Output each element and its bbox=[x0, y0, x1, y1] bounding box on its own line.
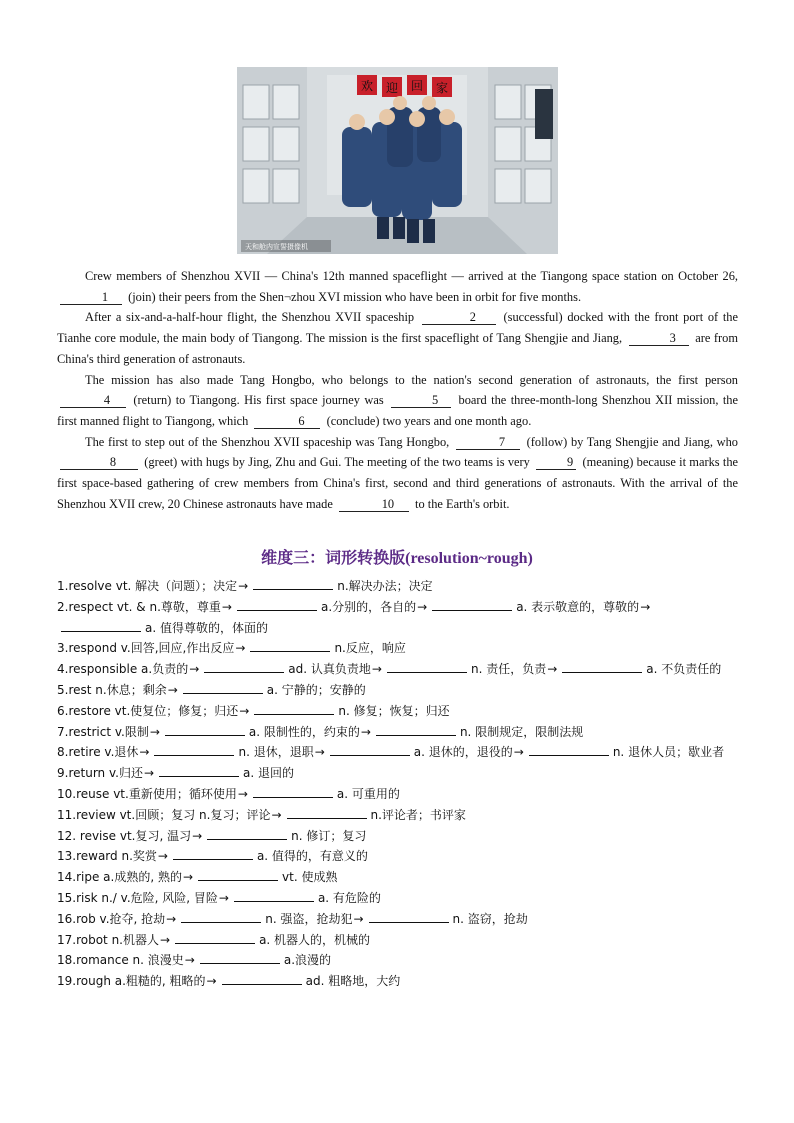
vocab-item bbox=[57, 971, 738, 992]
vocab-derived-form: a. 值得的，有意义的 bbox=[256, 849, 368, 864]
section-title bbox=[0, 545, 794, 568]
answer-blank-9[interactable]: 9 bbox=[536, 455, 576, 470]
arrow-icon: → bbox=[149, 724, 160, 739]
vocab-headword: 11.review vt.回顾；复习 n.复习；评论 bbox=[57, 807, 271, 822]
answer-line[interactable] bbox=[159, 764, 239, 777]
vocab-item bbox=[57, 763, 738, 784]
answer-line[interactable] bbox=[237, 598, 317, 611]
answer-blank-10[interactable]: 10 bbox=[339, 497, 409, 512]
answer-line[interactable] bbox=[198, 868, 278, 881]
vocab-headword: 9.return v.归还 bbox=[57, 766, 143, 781]
vocab-derived-form: a. 退休的，退役的 bbox=[413, 745, 513, 760]
vocab-item bbox=[57, 680, 738, 701]
answer-line[interactable] bbox=[175, 931, 255, 944]
vocab-derived-form: n.评论者；书评家 bbox=[370, 807, 466, 822]
arrow-icon: → bbox=[353, 911, 364, 926]
vocab-item bbox=[57, 722, 738, 743]
answer-blank-1[interactable]: 1 bbox=[60, 290, 122, 305]
answer-blank-5[interactable]: 5 bbox=[391, 393, 451, 408]
word-form-list bbox=[57, 576, 738, 992]
vocab-derived-form: a. 宁静的；安静的 bbox=[266, 682, 366, 697]
vocab-derived-form: a. 机器人的，机械的 bbox=[259, 932, 371, 947]
arrow-icon: → bbox=[371, 662, 382, 677]
vocab-derived-form: n.解决办法；决定 bbox=[337, 579, 433, 593]
arrow-icon: → bbox=[218, 890, 229, 905]
answer-line[interactable] bbox=[529, 743, 609, 756]
vocab-derived-form: a. 值得尊敬的，体面的 bbox=[145, 620, 268, 635]
vocab-derived-form: a. 不负责任的 bbox=[646, 662, 722, 677]
vocab-item bbox=[57, 742, 738, 763]
answer-line[interactable] bbox=[222, 972, 302, 985]
passage-text: are from China's third generation of astronauts. bbox=[57, 331, 739, 366]
section-title-range: (resolution~rough) bbox=[405, 550, 533, 567]
vocab-headword: 12. revise vt.复习, 温习 bbox=[57, 828, 192, 843]
answer-blank-8[interactable]: 8 bbox=[60, 455, 138, 470]
arrow-icon: → bbox=[237, 786, 248, 801]
vocab-headword: 2.respect vt. & n.尊敬，尊重 bbox=[57, 599, 221, 614]
vocab-headword: 13.reward n.奖赏 bbox=[57, 849, 157, 864]
arrow-icon: → bbox=[184, 953, 195, 968]
answer-line[interactable] bbox=[253, 577, 333, 590]
arrow-icon: → bbox=[547, 662, 558, 677]
passage-text: board the three-month-long Shenzhou XII mission, the first manned flight to Tiangong, which bbox=[57, 393, 738, 428]
answer-blank-3[interactable]: 3 bbox=[629, 331, 689, 346]
vocab-item bbox=[57, 846, 738, 867]
vocab-derived-form: a.浪漫的 bbox=[283, 953, 332, 968]
passage-text: (join) their peers from the Shen¬zhou XVI mission who have been in orbit for five months. bbox=[125, 289, 582, 304]
answer-line[interactable] bbox=[254, 702, 334, 715]
answer-line[interactable] bbox=[250, 639, 330, 652]
arrow-icon: → bbox=[189, 662, 200, 677]
answer-line[interactable] bbox=[330, 743, 410, 756]
answer-line[interactable] bbox=[287, 806, 367, 819]
vocab-headword: 16.rob v.抢夺, 抢劫 bbox=[57, 911, 166, 926]
vocab-derived-form: a. 有危险的 bbox=[317, 890, 381, 905]
vocab-derived-form: ad. 粗略地，大约 bbox=[305, 974, 401, 989]
vocab-headword: 1.resolve vt. 解决（问题）；决定 bbox=[57, 579, 238, 593]
arrow-icon: → bbox=[417, 599, 428, 614]
arrow-icon: → bbox=[640, 599, 651, 614]
arrow-icon: → bbox=[271, 807, 282, 822]
section-title-cn: 维度三：词形转换版 bbox=[261, 548, 406, 567]
vocab-derived-form: n. 责任，负责 bbox=[470, 662, 547, 677]
vocab-item bbox=[57, 638, 738, 659]
passage-text: (meaning) because it marks the first space-based gathering of crew members from China's first, second and third generations of astronauts. With the arrival of the Shenzhou XVII crew, 20 Chinese astronauts have made bbox=[57, 455, 739, 511]
arrow-icon: → bbox=[238, 579, 249, 593]
arrow-icon: → bbox=[143, 766, 155, 781]
vocab-derived-form: a. 表示敬意的，尊敬的 bbox=[516, 599, 640, 614]
cloze-passage bbox=[57, 266, 738, 514]
passage-text: (successful) docked with the front port of the Tianhe core module, the main body of Tiangong. The mission is the first spaceflight of Tang Shengjie and Jiang, bbox=[57, 310, 738, 346]
arrow-icon: → bbox=[157, 849, 168, 864]
arrow-icon: → bbox=[360, 724, 371, 739]
arrow-icon: → bbox=[160, 932, 171, 947]
answer-blank-7[interactable]: 7 bbox=[456, 435, 520, 450]
passage-text: Crew members of Shenzhou XVII — China's 12th manned spaceflight — arrived at the Tiangong space station on October 26, bbox=[85, 269, 738, 283]
vocab-derived-form: n. 退休人员；歇业者 bbox=[612, 745, 725, 760]
answer-line[interactable] bbox=[432, 598, 512, 611]
vocab-derived-form: a.分别的，各自的 bbox=[320, 599, 417, 614]
answer-line[interactable] bbox=[376, 723, 456, 736]
passage-paragraph bbox=[57, 432, 738, 515]
passage-paragraph bbox=[57, 307, 738, 369]
answer-line[interactable] bbox=[154, 743, 234, 756]
arrow-icon: → bbox=[235, 641, 246, 656]
astronaut-photo bbox=[237, 67, 558, 254]
answer-blank-4[interactable]: 4 bbox=[60, 393, 126, 408]
vocab-item bbox=[57, 888, 738, 909]
vocab-headword: 4.responsible a.负责的 bbox=[57, 662, 189, 677]
answer-line[interactable] bbox=[234, 889, 314, 902]
banner-char-4: 家 bbox=[435, 81, 449, 95]
vocab-derived-form: a. 退回的 bbox=[243, 766, 294, 781]
banner-char-2: 迎 bbox=[385, 81, 399, 95]
arrow-icon: → bbox=[239, 703, 250, 718]
arrow-icon: → bbox=[221, 599, 232, 614]
vocab-item bbox=[57, 659, 738, 680]
vocab-headword: 14.ripe a.成熟的, 熟的 bbox=[57, 870, 182, 885]
space-station-illustration bbox=[237, 67, 558, 254]
vocab-headword: 10.reuse vt.重新使用；循环使用 bbox=[57, 786, 237, 801]
vocab-derived-form: a. 可重用的 bbox=[336, 786, 400, 801]
arrow-icon: → bbox=[139, 745, 150, 760]
vocab-headword: 6.restore vt.使复位；修复；归还 bbox=[57, 703, 239, 718]
vocab-derived-form: n.反应，响应 bbox=[334, 641, 406, 656]
photo-caption: 天和舱内宣誓摄像机 bbox=[245, 243, 308, 251]
vocab-item bbox=[57, 701, 738, 722]
vocab-derived-form: n. 盗窃，抢劫 bbox=[452, 911, 528, 926]
banner-char-3: 回 bbox=[410, 79, 424, 93]
answer-line[interactable] bbox=[183, 681, 263, 694]
answer-line[interactable] bbox=[387, 660, 467, 673]
answer-line[interactable] bbox=[253, 785, 333, 798]
answer-line[interactable] bbox=[204, 660, 284, 673]
vocab-item bbox=[57, 909, 738, 930]
vocab-derived-form: n. 退休，退职 bbox=[238, 745, 314, 760]
arrow-icon: → bbox=[167, 682, 178, 697]
passage-text: to the Earth's orbit. bbox=[411, 496, 510, 511]
vocab-item bbox=[57, 784, 738, 805]
vocab-item bbox=[57, 826, 738, 847]
vocab-derived-form: n. 修复；恢复；归还 bbox=[338, 703, 450, 718]
vocab-item bbox=[57, 867, 738, 888]
passage-text: (return) to Tiangong. His first space journey was bbox=[129, 393, 389, 408]
passage-paragraph bbox=[57, 370, 738, 432]
vocab-headword: 5.rest n.休息；剩余 bbox=[57, 682, 167, 697]
banner-char-1: 欢 bbox=[360, 79, 374, 93]
arrow-icon: → bbox=[513, 745, 524, 760]
vocab-derived-form: vt. 使成熟 bbox=[282, 870, 338, 885]
passage-text: (follow) by Tang Shengjie and Jiang, who bbox=[522, 434, 738, 449]
vocab-item bbox=[57, 597, 738, 639]
vocab-derived-form: n. 修订；复习 bbox=[291, 828, 367, 843]
vocab-headword: 7.restrict v.限制 bbox=[57, 724, 149, 739]
answer-line[interactable] bbox=[181, 910, 261, 923]
arrow-icon: → bbox=[192, 828, 203, 843]
vocab-derived-form: a. 限制性的，约束的 bbox=[248, 724, 360, 739]
vocab-headword: 17.robot n.机器人 bbox=[57, 932, 159, 947]
passage-text: The first to step out of the Shenzhou XVII spaceship was Tang Hongbo, bbox=[85, 434, 453, 449]
answer-line[interactable] bbox=[173, 847, 253, 860]
vocab-item bbox=[57, 950, 738, 971]
answer-line[interactable] bbox=[562, 660, 642, 673]
passage-text: (greet) with hugs by Jing, Zhu and Gui. The meeting of the two teams is very bbox=[141, 455, 534, 470]
vocab-headword: 19.rough a.粗糙的, 粗略的 bbox=[57, 974, 206, 989]
vocab-headword: 3.respond v.回答,回应,作出反应 bbox=[57, 641, 235, 656]
vocab-item bbox=[57, 576, 738, 597]
arrow-icon: → bbox=[166, 911, 177, 926]
arrow-icon: → bbox=[206, 974, 217, 989]
arrow-icon: → bbox=[314, 745, 325, 760]
vocab-headword: 15.risk n./ v.危险, 风险, 冒险 bbox=[57, 890, 218, 905]
answer-blank-2[interactable]: 2 bbox=[422, 310, 496, 325]
passage-text: (conclude) two years and one month ago. bbox=[323, 413, 532, 428]
vocab-derived-form: n. 强盗，抢劫犯 bbox=[265, 911, 353, 926]
vocab-headword: 8.retire v.退休 bbox=[57, 745, 139, 760]
answer-blank-6[interactable]: 6 bbox=[254, 414, 320, 429]
answer-line[interactable] bbox=[61, 619, 141, 632]
answer-line[interactable] bbox=[165, 723, 245, 736]
vocab-headword: 18.romance n. 浪漫史 bbox=[57, 953, 184, 968]
passage-paragraph bbox=[57, 266, 738, 307]
vocab-derived-form: n. 限制规定，限制法规 bbox=[459, 724, 584, 739]
answer-line[interactable] bbox=[369, 910, 449, 923]
answer-line[interactable] bbox=[207, 827, 287, 840]
vocab-derived-form: ad. 认真负责地 bbox=[288, 662, 371, 677]
vocab-item bbox=[57, 805, 738, 826]
answer-line[interactable] bbox=[200, 951, 280, 964]
vocab-item bbox=[57, 930, 738, 951]
passage-text: The mission has also made Tang Hongbo, who belongs to the nation's second generation of astronauts, the first person bbox=[85, 372, 738, 387]
passage-text: After a six-and-a-half-hour flight, the Shenzhou XVII spaceship bbox=[85, 310, 419, 325]
arrow-icon: → bbox=[182, 870, 194, 885]
